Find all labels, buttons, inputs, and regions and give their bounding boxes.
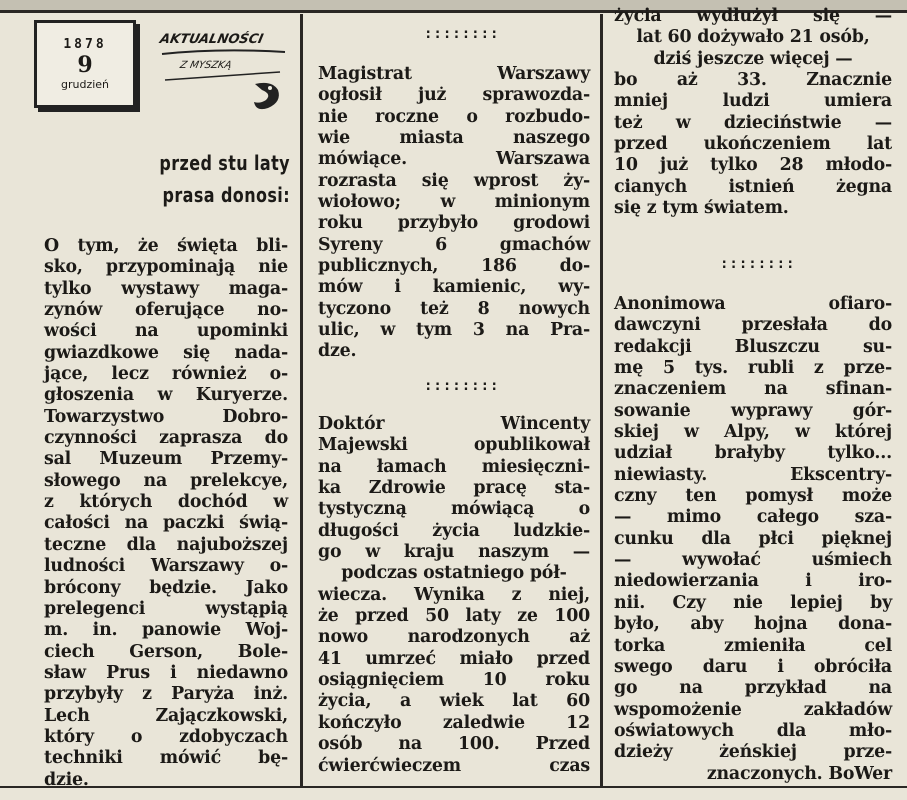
separator-col2-mid: ::::::::	[424, 378, 500, 394]
text-line: redakcji Bluszczu su-	[614, 336, 892, 357]
date-year: 1878	[63, 37, 107, 52]
text-line: wie miasta naszego	[318, 128, 590, 149]
text-line: udział brałyby tylko...	[614, 443, 892, 464]
text-line: wiołowo; w minionym	[318, 192, 590, 213]
text-line: mówiące. Warszawa	[318, 149, 590, 170]
text-line: ćwierćwieczem czas	[318, 755, 590, 776]
text-line: roku przybyło grodowi	[318, 213, 590, 234]
text-line: go w kraju naszym —	[318, 542, 590, 563]
kicker-line1: przed stu laty	[159, 151, 290, 175]
text-line: niewiasty. Ekscentry-	[614, 464, 892, 485]
text-line: ulic, w tym 3 na Pra-	[318, 320, 590, 341]
logo-line1: AKTUALNOŚCI	[158, 32, 265, 47]
text-line: cianych istnień żegna	[614, 176, 892, 197]
text-line: dzieży żeńskiej prze-	[614, 742, 892, 763]
text-line: ciech Gerson, Bole-	[44, 641, 288, 662]
text-line: sal Muzeum Przemy-	[44, 449, 288, 470]
text-line: znaczeniem na sfinan-	[614, 379, 892, 400]
text-line: torka zmieniła cel	[614, 635, 892, 656]
text-line: też w dzieciństwie —	[614, 112, 892, 133]
column-rule-left	[300, 14, 303, 788]
text-line: że przed 50 laty ze 100	[318, 606, 590, 627]
logo-line2: Z MYSZKĄ	[178, 60, 233, 71]
text-line: cunku dla płci pięknej	[614, 528, 892, 549]
text-line: Syreny 6 gmachów	[318, 234, 590, 255]
text-line: podczas ostatniego pół-	[341, 563, 567, 584]
text-line: znaczonych. BoWer	[706, 763, 892, 784]
text-line: dziś jeszcze więcej —	[653, 48, 853, 69]
text-line: lat 60 dożywało 21 osób,	[636, 27, 870, 48]
text-line: głoszenia w Kuryerze.	[44, 385, 288, 406]
column-1-text	[44, 236, 288, 791]
text-line: z których dochód w	[44, 492, 288, 513]
text-line: sowanie wyprawy gór-	[614, 400, 892, 421]
text-line: techniki mówić bę-	[44, 748, 288, 769]
text-line: go na przykład na	[614, 678, 892, 699]
text-line: dawczyni przesłała do	[614, 315, 892, 336]
text-line: się z tym światem.	[614, 198, 789, 219]
text-line: Towarzystwo Dobro-	[44, 406, 288, 427]
text-line: życia, a wiek lat 60	[318, 691, 590, 712]
text-line: wości na upominki	[44, 321, 288, 342]
text-line: czny ten pomysł może	[614, 486, 892, 507]
text-line: ka Zdrowie pracę sta-	[318, 478, 590, 499]
text-line: sko, przypominają nie	[44, 257, 288, 278]
text-line: który o zdobyczach	[44, 726, 288, 747]
column-2-bottom-text	[318, 414, 590, 777]
column-logo	[160, 32, 290, 112]
date-box	[34, 20, 136, 108]
text-line: było, aby hojna dona-	[614, 614, 892, 635]
text-line: nowo narodzonych aż	[318, 627, 590, 648]
text-line: sław Prus i niedawno	[44, 662, 288, 683]
column-3-bottom-text	[614, 294, 892, 785]
text-line: zynów oferujące no-	[44, 300, 288, 321]
text-line: jące, lecz również o-	[44, 364, 288, 385]
text-line: dze.	[318, 341, 357, 362]
column-2-top-text	[318, 64, 590, 363]
text-line: Lech Zajączkowski,	[44, 705, 288, 726]
text-line: O tym, że święta bli-	[44, 236, 288, 256]
text-line: ludności Warszawy o-	[44, 556, 288, 577]
text-line: Doktór Wincenty	[318, 414, 590, 434]
text-line: mę 5 tys. rubli z prze-	[614, 358, 892, 379]
text-line: przed ukończeniem lat	[614, 134, 892, 155]
text-line: swego daru i obróciła	[614, 656, 892, 677]
date-month: grudzień	[60, 78, 110, 91]
text-line: kończyło zaledwie 12	[318, 712, 590, 733]
text-line: tyczono też 8 nowych	[318, 298, 590, 319]
text-line: wspomożenie zakładów	[614, 699, 892, 720]
separator-col3-mid: ::::::::	[720, 256, 796, 272]
text-line: długości życia ludzkie-	[318, 520, 590, 541]
text-line: brócony będzie. Jako	[44, 577, 288, 598]
kicker-line2: prasa donosi:	[162, 183, 290, 207]
text-line: tylko wystawy maga-	[44, 278, 288, 299]
text-line: czynności zaprasza do	[44, 428, 288, 449]
text-line: nie roczne o rozbudo-	[318, 106, 590, 127]
text-line: mniej ludzi umiera	[614, 91, 892, 112]
text-line: na łamach miesięczni-	[318, 456, 590, 477]
text-line: nii. Czy nie lepiej by	[614, 592, 892, 613]
text-line: 10 już tylko 28 młodo-	[614, 155, 892, 176]
text-line: słowego na prelekcye,	[44, 470, 288, 491]
text-line: — mimo całego sza-	[614, 507, 892, 528]
text-line: osiągnięciem 10 roku	[318, 670, 590, 691]
text-line: rozrasta się wprost ży-	[318, 170, 590, 191]
text-line: publicznych, 186 do-	[318, 256, 590, 277]
text-line: wiecza. Wynika z niej,	[318, 584, 590, 605]
separator-col2-top: ::::::::	[424, 26, 500, 42]
text-line: oświatowych dla mło-	[614, 720, 892, 741]
text-line: Majewski opublikował	[318, 435, 590, 456]
text-line: przybyły z Paryża inż.	[44, 684, 288, 705]
text-line: Magistrat Warszawy	[318, 64, 590, 84]
column-rule-right	[600, 14, 603, 788]
text-line: mów i kamienic, wy-	[318, 277, 590, 298]
text-line: ogłosił już sprawozda-	[318, 85, 590, 106]
text-line: osób na 100. Przed	[318, 734, 590, 755]
text-line: skiej w Alpy, w której	[614, 422, 892, 443]
text-line: m. in. panowie Woj-	[44, 620, 288, 641]
text-line: Anonimowa ofiaro-	[614, 294, 892, 314]
text-line: teczne dla najuboższej	[44, 534, 288, 555]
text-line: 41 umrzeć miało przed	[318, 648, 590, 669]
text-line: całości na paczki świą-	[44, 513, 288, 534]
date-day: 9	[77, 52, 93, 78]
text-line: bo aż 33. Znacznie	[614, 70, 892, 91]
text-line: życia wydłużył się —	[614, 6, 892, 26]
text-line: dzie.	[44, 769, 89, 790]
text-line: tystyczną mówiącą o	[318, 499, 590, 520]
column-3-top-text	[614, 6, 892, 219]
text-line: niedowierzania i iro-	[614, 571, 892, 592]
text-line: gwiazdkowe się nada-	[44, 342, 288, 363]
text-line: prelegenci wystąpią	[44, 598, 288, 619]
text-line: — wywołać uśmiech	[614, 550, 892, 571]
